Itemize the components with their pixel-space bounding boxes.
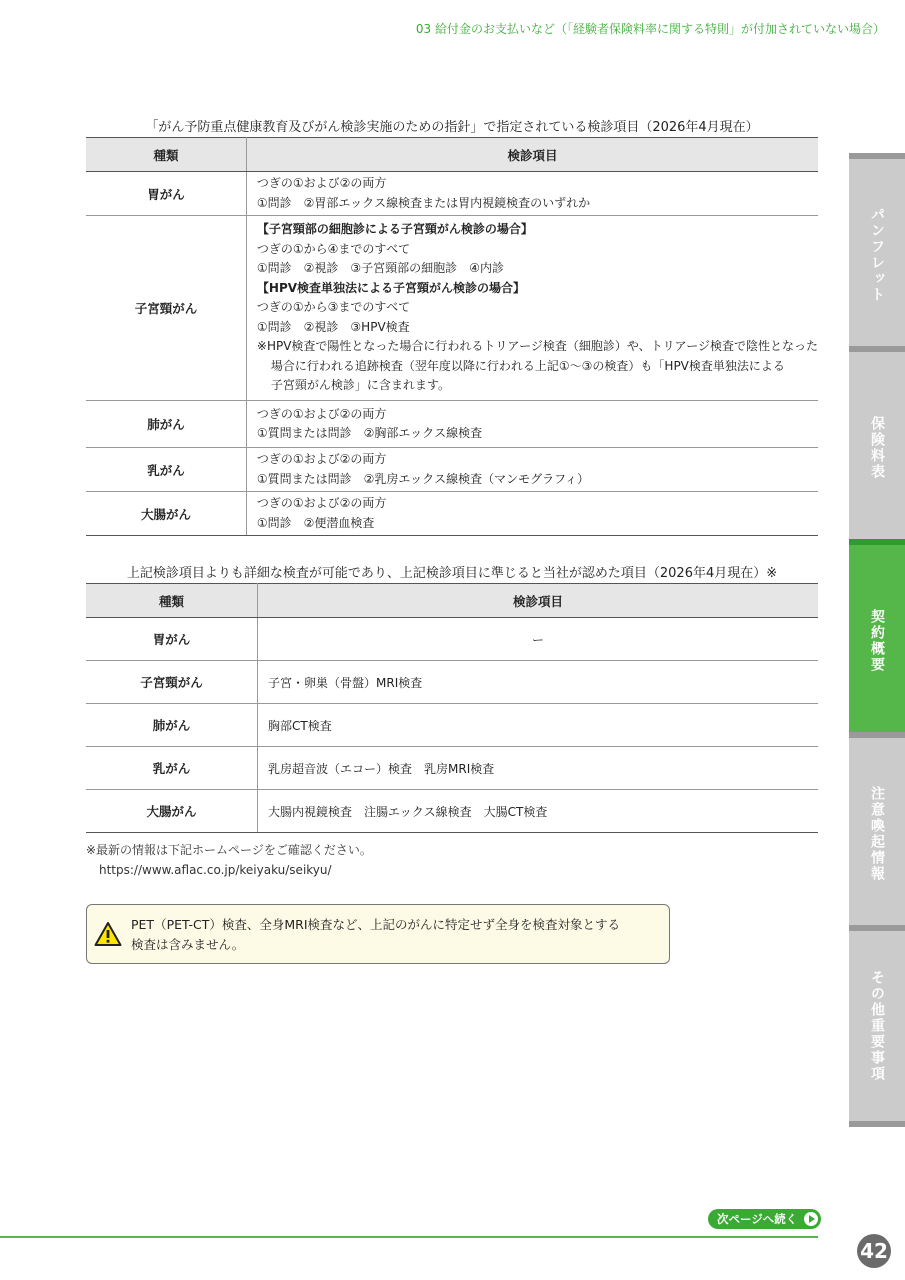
screening-items	[246, 216, 818, 401]
table-header-row	[86, 584, 818, 618]
cancer-kind: 胃がん	[86, 172, 246, 216]
footer-divider	[0, 1236, 818, 1238]
play-arrow-icon	[804, 1212, 818, 1226]
column-header-kind: 種類	[86, 138, 246, 172]
item-line: つぎの①および②の両方	[256, 406, 387, 421]
screening-item: ー	[258, 618, 819, 661]
cancer-kind: 大腸がん	[86, 790, 258, 833]
item-note: 子宮頸がん検診」に含まれます。	[270, 378, 450, 393]
item-note: 場合に行われる追跡検査（翌年度以降に行われる上記①～③の検査）も「HPV検査単独法による	[270, 358, 785, 373]
screening-items	[246, 172, 818, 216]
item-line: ①問診 ②視診 ③子宮頸部の細胞診 ④内診	[256, 261, 504, 276]
side-tab-label: 注意喚起情報	[869, 785, 885, 882]
table-row	[86, 618, 818, 661]
column-header-kind: 種類	[86, 584, 258, 618]
note-text: ※最新の情報は下記ホームページをご確認ください。	[86, 843, 372, 857]
item-note: ※HPV検査で陽性となった場合に行われるトリアージ検査（細胞診）や、トリアージ検査で陰性となった	[256, 339, 818, 354]
screening-items	[246, 492, 818, 536]
item-line: つぎの①から③までのすべて	[256, 300, 411, 315]
side-tab-caution-info[interactable]	[849, 732, 905, 929]
screening-items	[246, 401, 818, 448]
homepage-link[interactable]: https://www.aflac.co.jp/keiyaku/seikyu/	[99, 863, 332, 877]
warning-box	[86, 904, 670, 964]
side-tab-label: その他重要事項	[869, 970, 885, 1082]
item-line: ①問診 ②視診 ③HPV検査	[256, 319, 410, 334]
side-tab-premium-table[interactable]	[849, 346, 905, 543]
side-tab-pamphlet[interactable]	[849, 153, 905, 350]
item-line: つぎの①および②の両方	[256, 176, 387, 190]
screening-item: 子宮・卵巣（骨盤）MRI検査	[258, 661, 819, 704]
screening-item: 乳房超音波（エコー）検査 乳房MRI検査	[258, 747, 819, 790]
chapter-header: 03 給付金のお支払いなど（「経験者保険料率に関する特則」が付加されていない場合）	[415, 22, 885, 36]
item-line: ①問診 ②便潜血検査	[256, 515, 375, 530]
side-tab-contract-summary[interactable]	[849, 539, 905, 736]
table-row	[86, 747, 818, 790]
cancer-kind: 胃がん	[86, 618, 258, 661]
screening-item: 胸部CT検査	[258, 704, 819, 747]
item-line: ①質問または問診 ②胸部エックス線検査	[256, 426, 483, 440]
warning-triangle-icon	[94, 921, 122, 947]
table-row	[86, 704, 818, 747]
table-header-row	[86, 138, 818, 172]
cancer-kind: 肺がん	[86, 401, 246, 448]
table-row	[86, 216, 818, 401]
side-tab-label: 保険料表	[869, 415, 885, 480]
cancer-kind: 子宮頸がん	[86, 661, 258, 704]
column-header-items: 検診項目	[246, 138, 818, 172]
column-header-items: 検診項目	[258, 584, 819, 618]
next-page-label: 次ページへ続く	[717, 1212, 798, 1226]
table2-caption: 上記検診項目よりも詳細な検査が可能であり、上記検診項目に準じると当社が認めた項目（2026年4月現在）※	[126, 566, 778, 581]
item-heading: 【HPV検査単独法による子宮頸がん検診の場合】	[256, 280, 526, 295]
item-line: つぎの①および②の両方	[256, 496, 387, 510]
page-number: 42	[857, 1234, 891, 1268]
cancer-kind: 子宮頸がん	[86, 216, 246, 401]
item-line: つぎの①から④までのすべて	[256, 241, 411, 256]
cancer-kind: 乳がん	[86, 448, 246, 492]
item-line: つぎの①および②の両方	[256, 452, 387, 466]
item-heading: 【子宮頸部の細胞診による子宮頸がん検診の場合】	[256, 222, 533, 237]
screening-item: 大腸内視鏡検査 注腸エックス線検査 大腸CT検査	[258, 790, 819, 833]
warning-text	[131, 915, 620, 955]
detailed-screening-table	[86, 583, 818, 833]
next-page-button[interactable]	[708, 1209, 821, 1229]
item-line: ①質問または問診 ②乳房エックス線検査（マンモグラフィ）	[256, 471, 590, 486]
table-row	[86, 401, 818, 448]
side-tab-other-important[interactable]	[849, 925, 905, 1127]
side-tab-label: パンフレット	[869, 206, 885, 303]
cancer-kind: 肺がん	[86, 704, 258, 747]
table-row	[86, 172, 818, 216]
table1-caption: 「がん予防重点健康教育及びがん検診実施のための指針」で指定されている検診項目（2026年4月現在）	[145, 120, 759, 135]
table-row	[86, 492, 818, 536]
side-tab-label: 契約概要	[869, 608, 885, 673]
screening-items	[246, 448, 818, 492]
table-row	[86, 448, 818, 492]
table-row	[86, 661, 818, 704]
table-row	[86, 790, 818, 833]
cancer-kind: 乳がん	[86, 747, 258, 790]
latest-info-note	[86, 840, 372, 880]
screening-items-table	[86, 137, 818, 536]
item-line: ①問診 ②胃部エックス線検査または胃内視鏡検査のいずれか	[256, 195, 591, 210]
cancer-kind: 大腸がん	[86, 492, 246, 536]
warning-line: PET（PET-CT）検査、全身MRI検査など、上記のがんに特定せず全身を検査対象とする	[131, 917, 621, 932]
warning-line: 検査は含みません。	[131, 937, 245, 952]
